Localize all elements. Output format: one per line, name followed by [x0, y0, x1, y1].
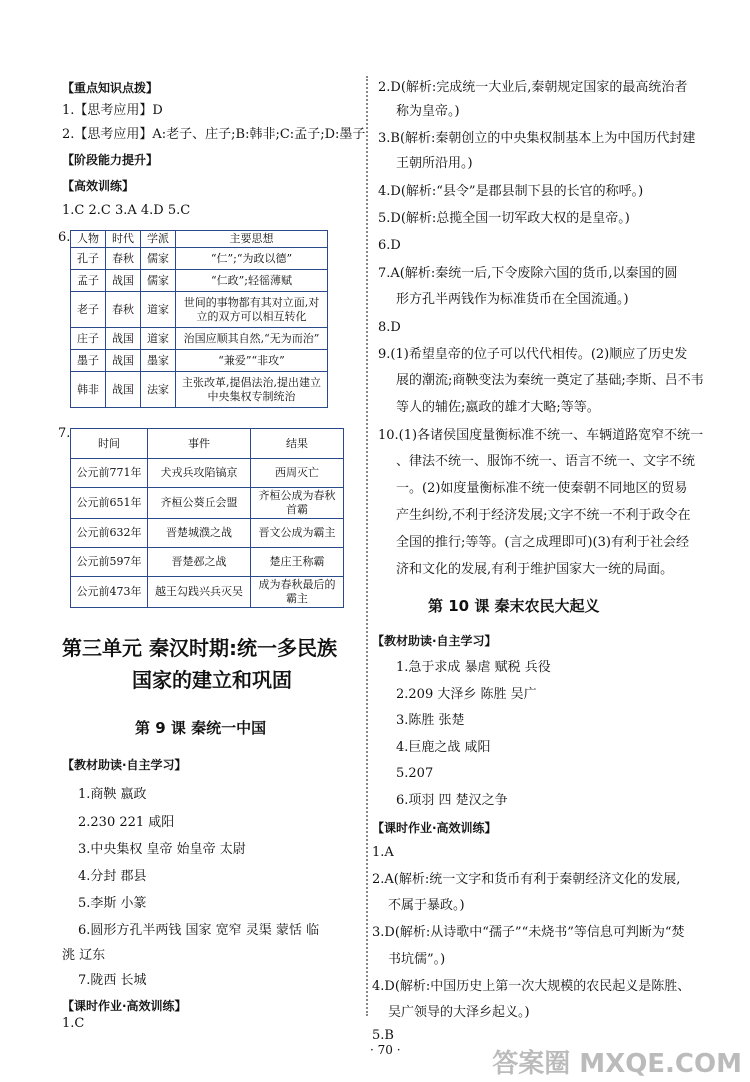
table-row: [71, 328, 328, 350]
table-cell: 主张改革,提倡法治,提出建立中央集权专制统治: [176, 372, 328, 408]
efficient-header: 【高效训练】: [62, 179, 135, 193]
table-row: [71, 248, 328, 270]
table-cell: 公元前473年: [71, 577, 148, 608]
study-item: 6.项羽 四 楚汉之争: [396, 793, 508, 808]
table-cell: 墨家: [141, 350, 176, 372]
table-row: [71, 270, 328, 292]
homework-answer: 4.D(解析:中国历史上第一次大规模的农民起义是陈胜、: [372, 979, 691, 994]
table-cell: 战国: [106, 372, 141, 408]
study-item: 2.230 221 咸阳: [78, 815, 175, 830]
homework-answer: 不属于暴政。): [388, 898, 465, 913]
table-cell: 越王勾践兴兵灭吴: [148, 577, 251, 608]
table-cell: 道家: [141, 292, 176, 328]
table-cell: 老子: [71, 292, 106, 328]
table-cell: 战国: [106, 328, 141, 350]
homework-answer: 吴广领导的大泽乡起义。): [388, 1005, 530, 1020]
table-cell: 成为春秋最后的霸主: [251, 577, 344, 608]
homework-answer: 2.A(解析:统一文字和货币有利于秦朝经济文化的发展,: [372, 872, 681, 887]
answer-line: 8.D: [378, 320, 401, 335]
table-cell: 孟子: [71, 270, 106, 292]
table-cell: 世间的事物都有其对立面,对立的双方可以相互转化: [176, 292, 328, 328]
table-cell: 公元前771年: [71, 459, 148, 488]
table-cell: “仁政”;轻徭薄赋: [176, 270, 328, 292]
table-cell: 墨子: [71, 350, 106, 372]
study-header-right: 【教材助读·自主学习】: [372, 634, 497, 648]
study-header-left: 【教材助读·自主学习】: [62, 758, 187, 772]
answer-line: 称为皇帝。): [396, 104, 460, 119]
table-header: 学派: [141, 231, 176, 248]
table-row: [71, 519, 344, 548]
table-cell: 齐桓公成为春秋首霸: [251, 488, 344, 519]
table-cell: 战国: [106, 270, 141, 292]
lesson9-title: 第 9 课 秦统一中国: [135, 719, 267, 737]
study-item: 5.李斯 小篆: [78, 896, 147, 911]
table-cell: 春秋: [106, 248, 141, 270]
study-item: 4.巨鹿之战 咸阳: [396, 740, 491, 755]
table-cell: 犬戎兵攻陷镐京: [148, 459, 251, 488]
table-cell: 楚庄王称霸: [251, 548, 344, 577]
table-cell: 公元前632年: [71, 519, 148, 548]
study-item: 1.商鞅 嬴政: [78, 787, 147, 802]
table-cell: 孔子: [71, 248, 106, 270]
answers-1-5: 1.C 2.C 3.A 4.D 5.C: [62, 203, 191, 218]
table-cell: 晋楚城濮之战: [148, 519, 251, 548]
unit-title-line2: 国家的建立和巩固: [132, 668, 292, 692]
table-header: 结果: [251, 429, 344, 459]
table-header: 人物: [71, 231, 106, 248]
answer-line: 全国的推行;等等。(言之成理即可)(3)有利于社会经: [396, 535, 689, 550]
table-row: [71, 488, 344, 519]
answer-line: 展的潮流;商鞅变法为秦统一奠定了基础;李斯、吕不韦: [396, 373, 704, 388]
table-cell: 战国: [106, 350, 141, 372]
answer-line: 形方孔半两钱作为标准货币在全国流通。): [396, 292, 629, 307]
table-cell: 韩非: [71, 372, 106, 408]
answer-line: 4.D(解析:“县令”是郡县制下县的长官的称呼。): [378, 184, 644, 199]
table-cell: 治国应顺其自然,“无为而治”: [176, 328, 328, 350]
table-cell: 晋楚邲之战: [148, 548, 251, 577]
study-item: 洮 辽东: [62, 948, 106, 963]
homework-answer: 书坑儒”。): [388, 952, 446, 967]
answer-line: 10.(1)各诸侯国度量衡标准不统一、车辆道路宽窄不统一: [378, 428, 704, 443]
study-item: 5.207: [396, 766, 434, 781]
answer-line: 6.D: [378, 238, 401, 253]
table-header: 事件: [148, 429, 251, 459]
table-row: [71, 350, 328, 372]
table-cell: 法家: [141, 372, 176, 408]
homework-answer: 1.C: [62, 1016, 85, 1031]
watermark-text: 答案圈 MXQE.COM: [492, 1049, 742, 1079]
column-divider: [366, 76, 368, 1016]
table-cell: 齐桓公葵丘会盟: [148, 488, 251, 519]
table-row: [71, 292, 328, 328]
study-item: 1.急于求成 暴虐 赋税 兵役: [396, 660, 551, 675]
answer-line: 2.D(解析:完成统一大业后,秦朝规定国家的最高统治者: [378, 80, 688, 95]
table6-label: 6.: [58, 230, 71, 245]
answer-line: 等人的辅佐;嬴政的雄才大略;等等。: [396, 400, 600, 415]
answer-line: 3.B(解析:秦朝创立的中央集权制基本上为中国历代封建: [378, 131, 696, 146]
table-schools-of-thought: [70, 230, 328, 408]
answer-line: 济和文化的发展,有利于维护国家大一统的局面。: [396, 562, 674, 577]
watermark-logo: [492, 1050, 742, 1078]
homework-header-right: 【课时作业·高效训练】: [372, 821, 497, 835]
homework-answer: 1.A: [372, 845, 394, 860]
answer-line: 王朝所沿用。): [396, 156, 473, 171]
table-cell: 公元前597年: [71, 548, 148, 577]
table7-label: 7.: [58, 426, 71, 441]
answer-q1: 1.【思考应用】D: [62, 103, 163, 118]
table-row: [71, 459, 344, 488]
table-cell: 儒家: [141, 270, 176, 292]
page-number: · 70 ·: [370, 1043, 401, 1057]
answer-line: 7.A(解析:秦统一后,下令废除六国的货币,以秦国的圆: [378, 266, 678, 281]
table-header: 主要思想: [176, 231, 328, 248]
study-item: 3.陈胜 张楚: [396, 713, 465, 728]
table-header: 时代: [106, 231, 141, 248]
study-item: 7.陇西 长城: [78, 973, 147, 988]
study-item: 6.圆形方孔半两钱 国家 宽窄 灵渠 蒙恬 临: [78, 923, 320, 938]
table-header: 时间: [71, 429, 148, 459]
answer-line: 产生纠纷,不利于经济发展;文字不统一不利于政令在: [396, 508, 691, 523]
study-item: 3.中央集权 皇帝 始皇帝 太尉: [78, 842, 246, 857]
answer-line: 、律法不统一、服饰不统一、语言不统一、文字不统: [396, 454, 696, 469]
answer-line: 5.D(解析:总揽全国一切军政大权的是皇帝。): [378, 211, 630, 226]
table-cell: “仁”;“为政以德”: [176, 248, 328, 270]
table-header-row: [71, 429, 344, 459]
unit-title-line1: 第三单元 秦汉时期:统一多民族: [62, 636, 337, 660]
table-row: [71, 577, 344, 608]
table-cell: 西周灭亡: [251, 459, 344, 488]
focus-header: 【重点知识点拨】: [62, 81, 159, 95]
answer-q2: 2.【思考应用】A:老子、庄子;B:韩非;C:孟子;D:墨子: [62, 127, 366, 142]
table-row: [71, 548, 344, 577]
table-spring-autumn-events: [70, 428, 344, 608]
table-cell: 公元前651年: [71, 488, 148, 519]
table-header-row: [71, 231, 328, 248]
stage-header: 【阶段能力提升】: [62, 153, 159, 167]
homework-header-left: 【课时作业·高效训练】: [62, 999, 187, 1013]
table-cell: “兼爱”“非攻”: [176, 350, 328, 372]
study-item: 2.209 大泽乡 陈胜 吴广: [396, 687, 537, 702]
answer-line: 一。(2)如度量衡标准不统一使秦朝不同地区的贸易: [396, 481, 688, 496]
homework-answer: 3.D(解析:从诗歌中“孺子”“未烧书”等信息可判断为“焚: [372, 925, 685, 940]
answer-line: 9.(1)希望皇帝的位子可以代代相传。(2)顺应了历史发: [378, 347, 688, 362]
study-item: 4.分封 郡县: [78, 869, 147, 884]
table-cell: 晋文公成为霸主: [251, 519, 344, 548]
table-cell: 儒家: [141, 248, 176, 270]
table-cell: 庄子: [71, 328, 106, 350]
table-cell: 春秋: [106, 292, 141, 328]
table-row: [71, 372, 328, 408]
homework-answer: 5.B: [372, 1028, 394, 1043]
table-cell: 道家: [141, 328, 176, 350]
lesson10-title: 第 10 课 秦末农民大起义: [428, 597, 600, 615]
